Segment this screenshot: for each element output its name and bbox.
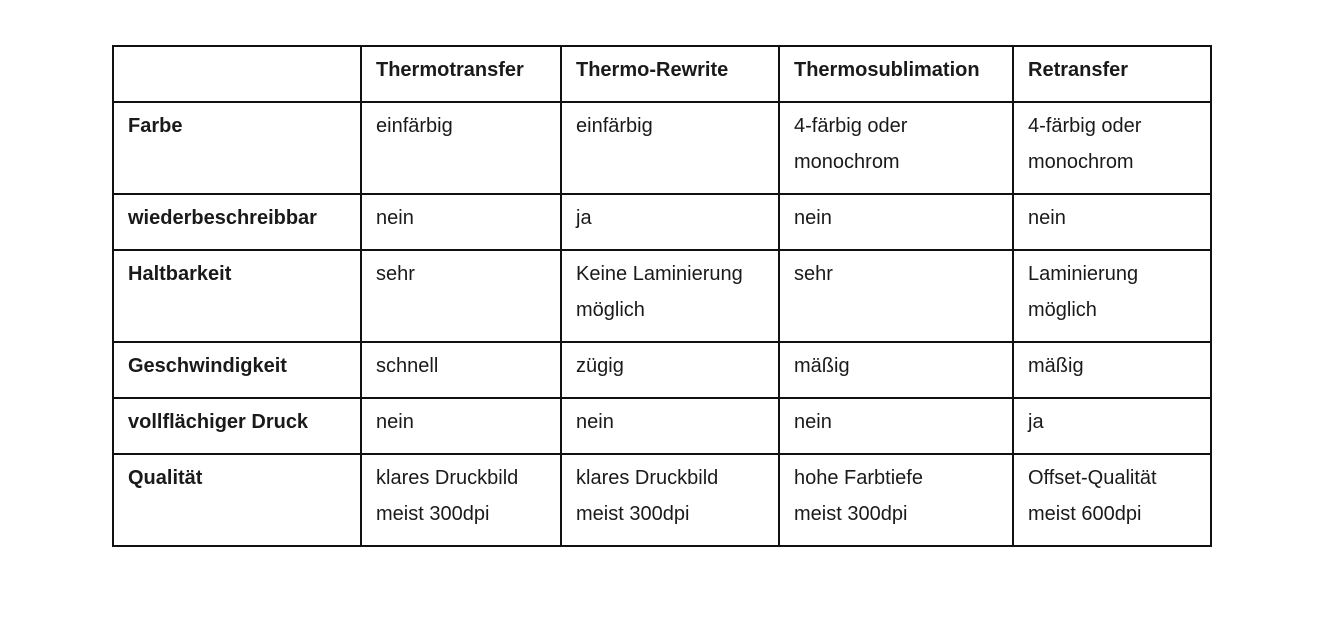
cell-line: zügig [576, 355, 624, 377]
cell-line: Laminierung [1028, 263, 1139, 285]
header-row [113, 46, 1211, 102]
table-row [113, 398, 1211, 454]
table-row [113, 194, 1211, 250]
table-cell [779, 194, 1013, 250]
table-cell [1013, 398, 1211, 454]
table-cell [561, 342, 779, 398]
cell-line: schnell [376, 355, 439, 377]
table-cell [779, 342, 1013, 398]
table-cell [361, 102, 561, 194]
cell-line: meist 300dpi [794, 503, 908, 525]
cell-line: hohe Farbtiefe [794, 467, 923, 489]
table-cell [361, 250, 561, 342]
cell-line: meist 600dpi [1028, 503, 1142, 525]
header-cell-thermosublimation: Thermosublimation [779, 46, 1013, 102]
table-cell [361, 454, 561, 546]
cell-line: 4-färbig oder [1028, 115, 1142, 137]
table-cell [361, 194, 561, 250]
table-cell [1013, 342, 1211, 398]
row-header: Qualität [113, 454, 361, 546]
table-cell [779, 398, 1013, 454]
cell-line: 4-färbig oder [794, 115, 908, 137]
cell-line: sehr [376, 263, 415, 285]
table-cell [561, 250, 779, 342]
cell-line: Offset-Qualität [1028, 467, 1157, 489]
cell-line: klares Druckbild [376, 467, 519, 489]
cell-line: möglich [1028, 299, 1097, 321]
cell-line: meist 300dpi [576, 503, 690, 525]
table-cell [779, 250, 1013, 342]
table-cell [361, 342, 561, 398]
cell-line: nein [794, 207, 832, 229]
cell-line: nein [576, 411, 614, 433]
row-header: wiederbeschreibbar [113, 194, 361, 250]
table-cell [779, 102, 1013, 194]
cell-line: nein [376, 207, 414, 229]
table-row [113, 454, 1211, 546]
cell-line: mäßig [794, 355, 850, 377]
table-cell [1013, 454, 1211, 546]
table-cell [561, 454, 779, 546]
table-cell [561, 194, 779, 250]
cell-line: monochrom [794, 151, 900, 173]
table-cell [779, 454, 1013, 546]
row-header: Farbe [113, 102, 361, 194]
cell-line: mäßig [1028, 355, 1084, 377]
row-header: vollflächiger Druck [113, 398, 361, 454]
cell-line: monochrom [1028, 151, 1134, 173]
table-row [113, 102, 1211, 194]
cell-line: ja [576, 207, 592, 229]
cell-line: klares Druckbild [576, 467, 719, 489]
table-cell [1013, 102, 1211, 194]
cell-line: Keine Laminierung [576, 263, 743, 285]
cell-line: einfärbig [376, 115, 453, 137]
header-cell-thermotransfer: Thermotransfer [361, 46, 561, 102]
table-cell [561, 102, 779, 194]
table-cell [361, 398, 561, 454]
table-cell [561, 398, 779, 454]
cell-line: sehr [794, 263, 833, 285]
header-cell-retransfer: Retransfer [1013, 46, 1211, 102]
row-header: Geschwindigkeit [113, 342, 361, 398]
cell-line: ja [1028, 411, 1044, 433]
row-header: Haltbarkeit [113, 250, 361, 342]
cell-line: meist 300dpi [376, 503, 490, 525]
cell-line: einfärbig [576, 115, 653, 137]
header-cell-empty [113, 46, 361, 102]
table-row [113, 250, 1211, 342]
table-cell [1013, 250, 1211, 342]
table-row [113, 342, 1211, 398]
cell-line: nein [1028, 207, 1066, 229]
header-cell-thermo-rewrite: Thermo-Rewrite [561, 46, 779, 102]
cell-line: nein [376, 411, 414, 433]
table-cell [1013, 194, 1211, 250]
cell-line: nein [794, 411, 832, 433]
comparison-table [112, 45, 1212, 547]
cell-line: möglich [576, 299, 645, 321]
